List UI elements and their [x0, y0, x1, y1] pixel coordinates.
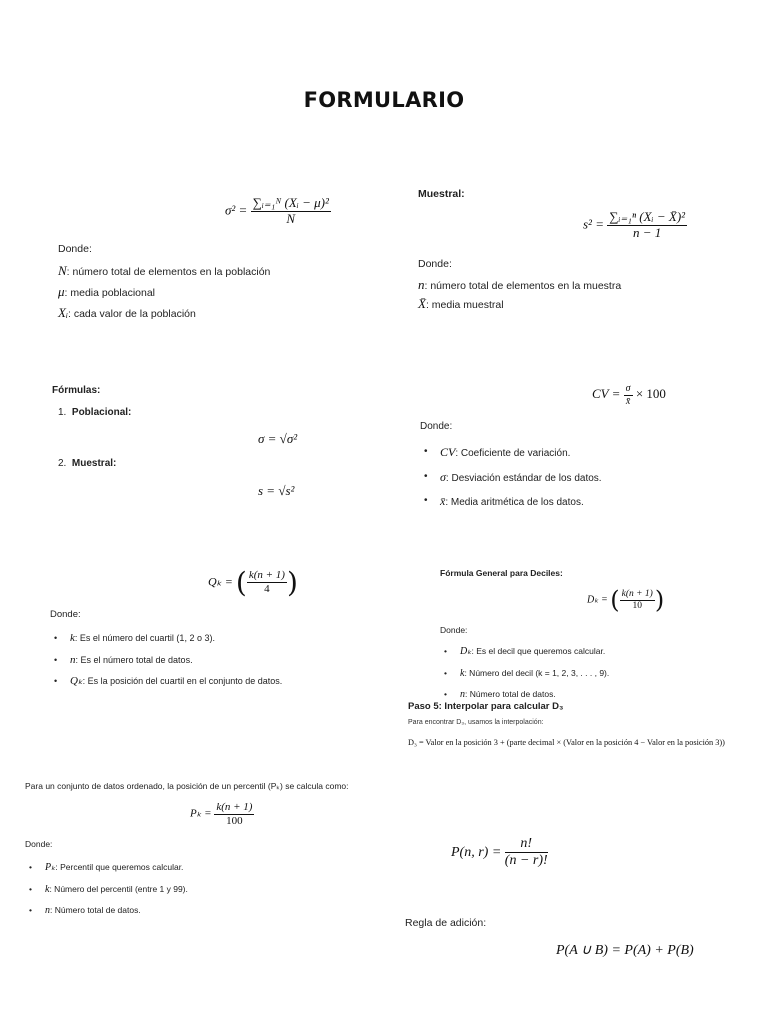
list-item: • n: Número total de datos.	[440, 684, 609, 706]
q-den: 4	[264, 583, 270, 595]
percentile-intro: Para un conjunto de datos ordenado, la posición de un percentil (Pₖ) se calcula como:	[25, 781, 349, 791]
cv-rhs: × 100	[635, 385, 666, 401]
q-donde: Donde:	[50, 609, 81, 620]
d-donde: Donde:	[440, 625, 468, 635]
quartile-formula: Qₖ = ( $\frac{k(n + 1)}{4}$ )	[208, 566, 298, 599]
perm-lhs: P(n, r) =	[451, 844, 502, 860]
q-lhs: Qₖ =	[208, 574, 233, 589]
decile-formula: Dₖ = ( $\frac{k(n + 1)}{10}$ )	[587, 586, 665, 614]
pv-donde: Donde:	[58, 243, 92, 255]
sv-denominator: n − 1	[633, 224, 662, 240]
p-list	[25, 857, 188, 922]
pv-def-row: Xᵢ: cada valor de la población	[58, 305, 196, 320]
paso5-heading: Paso 5: Interpolar para calcular D₃	[408, 701, 564, 712]
population-variance-formula	[225, 196, 331, 227]
p-lhs: Pₖ =	[190, 807, 212, 820]
perm-den: (n − r)!	[504, 853, 548, 869]
list-item: • Qₖ: Es la posición del cuartil en el conjunto de datos.	[50, 671, 282, 693]
addition-formula: P(A ∪ B) = P(A) + P(B)	[556, 943, 694, 958]
sv-donde: Donde:	[418, 258, 452, 270]
decile-heading: Fórmula General para Deciles:	[440, 568, 563, 578]
list-item: • x̄: Media aritmética de los datos.	[420, 490, 602, 515]
sd-heading: Fórmulas:	[52, 385, 101, 396]
pv-lhs: σ² =	[225, 202, 248, 218]
list-item: • Dₖ: Es el decil que queremos calcular.	[440, 641, 609, 663]
pv-def-row: μ: media poblacional	[58, 284, 156, 299]
list-item: • Pₖ: Percentil que queremos calcular.	[25, 857, 188, 879]
paso5-formula: D₃ = Valor en la posición 3 + (parte decimal × (Valor en la posición 4 − Valor en la posición 3))	[408, 738, 725, 747]
q-list	[50, 628, 282, 693]
sv-numerator: ∑ᵢ₌₁ⁿ (Xᵢ − X̄)²	[609, 209, 686, 224]
perm-num: n!	[505, 836, 548, 853]
p-donde: Donde:	[25, 839, 53, 849]
d-list	[440, 641, 609, 706]
cv-lhs: CV =	[592, 385, 621, 401]
list-item: • k: Es el número del cuartil (1, 2 o 3).	[50, 628, 282, 650]
list-item: • n: Número total de datos.	[25, 900, 188, 922]
sample-variance-formula	[583, 210, 687, 241]
sv-def-row: X̄: media muestral	[418, 296, 504, 311]
paso5-text: Para encontrar D₃, usamos la interpolación:	[408, 719, 544, 726]
percentile-formula	[190, 801, 254, 827]
cv-list	[420, 441, 602, 515]
cv-donde: Donde:	[420, 421, 453, 432]
q-num: k(n + 1)	[248, 569, 285, 582]
d-num: k(n + 1)	[621, 588, 653, 599]
sv-definitions	[418, 276, 621, 314]
sv-lhs: s² =	[583, 216, 604, 232]
sd-item-1: 1. Poblacional:	[58, 407, 132, 418]
cv-num: σ	[625, 383, 631, 394]
d-lhs: Dₖ =	[587, 594, 608, 606]
list-item: • σ: Desviación estándar de los datos.	[420, 466, 602, 491]
d-den: 10	[632, 600, 642, 611]
permutation-formula	[451, 836, 548, 869]
sd-item-2: 2. Muestral:	[58, 458, 117, 469]
cv-formula	[592, 383, 666, 407]
p-den: 100	[226, 814, 243, 827]
pv-denominator: N	[286, 210, 296, 226]
list-item: • k: Número del percentil (entre 1 y 99).	[25, 879, 188, 901]
sd-formula-poblacional: σ = √σ²	[258, 431, 298, 446]
list-item: • k: Número del decil (k = 1, 2, 3, . . . , 9).	[440, 663, 609, 685]
cv-den: x̄	[625, 395, 631, 407]
list-item: • CV: Coeficiente de variación.	[420, 441, 602, 466]
p-num: k(n + 1)	[216, 801, 253, 813]
pv-definitions	[58, 261, 270, 324]
sv-def-row: n: número total de elementos en la muestra	[418, 277, 622, 292]
addition-heading: Regla de adición:	[405, 917, 487, 929]
sd-formula-muestral: s = √s²	[258, 483, 295, 498]
sv-heading: Muestral:	[418, 188, 465, 200]
list-item: • n: Es el número total de datos.	[50, 650, 282, 672]
page-title: FORMULARIO	[303, 88, 465, 112]
pv-numerator: ∑ᵢ₌₁ᴺ (Xᵢ − μ)²	[252, 195, 329, 210]
pv-def-row: N: número total de elementos en la población	[58, 263, 271, 278]
